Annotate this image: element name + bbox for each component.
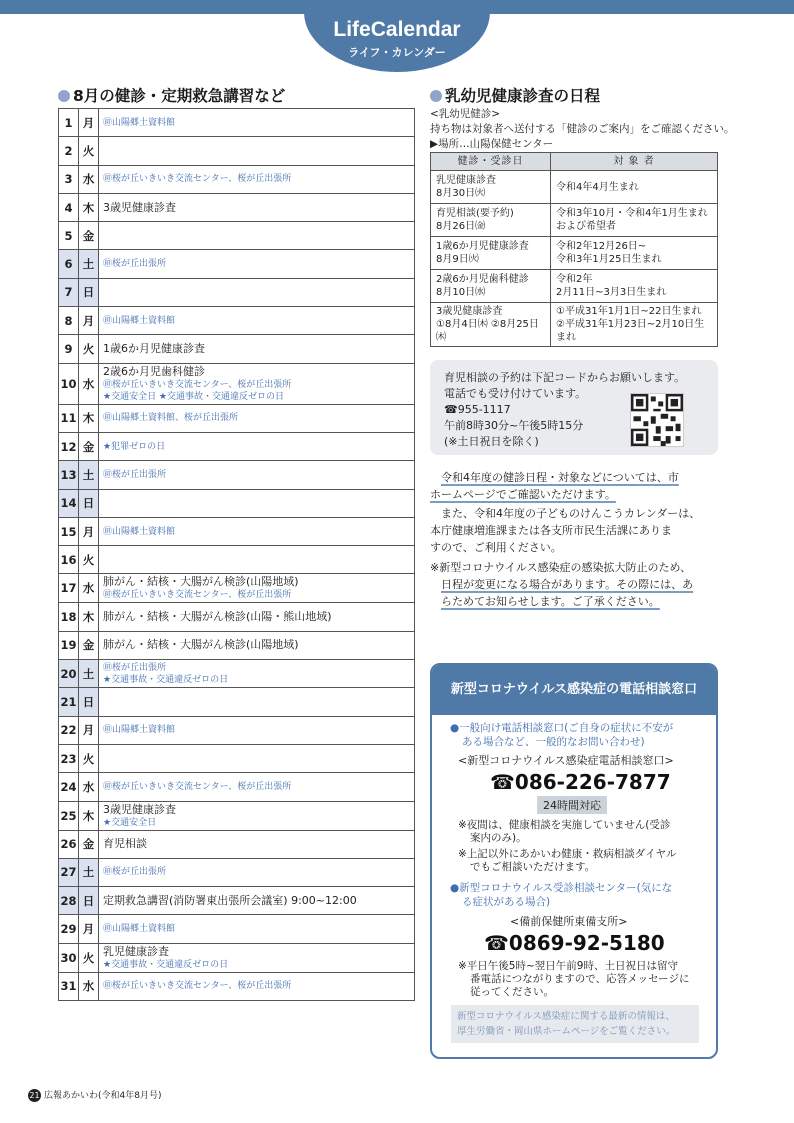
weekday: 木	[79, 801, 99, 830]
day-events	[99, 461, 415, 489]
calendar-row	[59, 716, 415, 744]
target-cell: 令和2年12月26日~ 令和3年1月25日生まれ	[551, 237, 718, 270]
day-events	[99, 830, 415, 858]
day-events	[99, 858, 415, 886]
facility-note: ㊞桜が丘出張所	[103, 867, 167, 878]
calendar-row	[59, 432, 415, 460]
calendar-row	[59, 109, 415, 137]
calendar-row	[59, 631, 415, 659]
consult-box	[430, 360, 718, 455]
event-text: 3歳児健康診査	[103, 200, 176, 214]
checkup-cell: 1歳6か月児健康診査 8月9日㈫	[431, 237, 551, 270]
day-number: 19	[59, 631, 79, 659]
general-consult-heading: ●一般向け電話相談窓口(ご自身の症状に不安が	[450, 722, 674, 734]
weekday: 月	[79, 307, 99, 335]
left-section-title: 8月の健診・定期救急講習など	[58, 84, 285, 106]
calendar-row	[59, 801, 415, 830]
consult-center-name: <新型コロナウイルス感染症電話相談窓口>	[458, 754, 674, 767]
facility-note: ㊞山陽郷土資料館	[103, 725, 176, 736]
event-text: 3歳児健康診査	[103, 802, 176, 816]
facility-note: ㊞桜が丘いきいき交流センター、桜が丘出張所	[103, 174, 292, 185]
calendar-row	[59, 660, 415, 688]
day-events	[99, 222, 415, 250]
day-events	[99, 489, 415, 517]
weekday: 日	[79, 887, 99, 915]
calendar-row	[59, 165, 415, 193]
facility-note: ㊞山陽郷土資料館	[103, 526, 176, 537]
day-events	[99, 137, 415, 165]
day-number: 17	[59, 574, 79, 603]
test-center-heading: ●新型コロナウイルス受診相談センター(気にな	[450, 882, 673, 894]
day-number: 6	[59, 250, 79, 278]
day-events	[99, 250, 415, 278]
day-number: 15	[59, 517, 79, 545]
day-events	[99, 744, 415, 772]
day-number: 24	[59, 773, 79, 801]
day-number: 22	[59, 716, 79, 744]
day-events	[99, 432, 415, 460]
day-number: 25	[59, 801, 79, 830]
day-number: 1	[59, 109, 79, 137]
info-note: 新型コロナウイルス感染症に関する最新の情報は、 厚生労働省・岡山県ホームページをご覧ください。	[451, 1005, 699, 1043]
calendar-row	[59, 574, 415, 603]
weekday: 金	[79, 830, 99, 858]
note-line: ※上記以外にあかいわ健康・救病相談ダイヤル	[458, 848, 677, 860]
event-text: 乳児健康診査	[103, 944, 169, 958]
table-row	[431, 171, 718, 204]
target-cell: 令和3年10月・令和4年1月生まれ および希望者	[551, 204, 718, 237]
facility-note: ㊞桜が丘出張所	[103, 259, 167, 270]
weekday: 木	[79, 603, 99, 631]
day-number: 16	[59, 546, 79, 574]
day-number: 14	[59, 489, 79, 517]
event-text: 2歳6か月児歯科健診	[103, 364, 205, 378]
day-number: 2	[59, 137, 79, 165]
event-text: 肺がん・結核・大腸がん検診(山陽地域)	[103, 575, 299, 589]
weekday: 木	[79, 404, 99, 432]
facility-note: ㊞山陽郷土資料館、桜が丘出張所	[103, 413, 239, 424]
checkup-cell: 3歳児健康診査 ①8月4日㈭ ②8月25日㈭	[431, 303, 551, 347]
facility-note: ㊞山陽郷土資料館	[103, 117, 176, 128]
note-line: 従ってください。	[470, 986, 554, 998]
weekday: 火	[79, 546, 99, 574]
calendar-row	[59, 688, 415, 716]
day-events	[99, 688, 415, 716]
calendar-row	[59, 250, 415, 278]
event-text: 育児相談	[103, 837, 147, 851]
consult-line: 電話でも受け付けています。	[444, 387, 587, 400]
header-subtitle: ライフ・カレンダー	[348, 46, 446, 59]
day-events	[99, 404, 415, 432]
calendar-row	[59, 489, 415, 517]
day-events	[99, 109, 415, 137]
corona-consult-box	[430, 663, 718, 1059]
weekday: 土	[79, 660, 99, 688]
facility-note: ㊞桜が丘いきいき交流センター、桜が丘出張所	[103, 981, 292, 992]
day-events	[99, 773, 415, 801]
calendar-row	[59, 830, 415, 858]
target-cell: 令和2年 2月11日~3月3日生まれ	[551, 270, 718, 303]
checkup-subtitle: <乳幼児健診>	[430, 108, 501, 120]
facility-note: ㊞山陽郷土資料館	[103, 315, 176, 326]
day-events	[99, 716, 415, 744]
day-number: 7	[59, 278, 79, 306]
day-number: 10	[59, 363, 79, 404]
event-text: 肺がん・結核・大腸がん検診(山陽・熊山地域)	[103, 610, 332, 624]
calendar-paragraph: また、令和4年度の子どものけんこうカレンダーは、 本庁健康増進課または各支所市民生活課にありま すので、ご利用ください。	[430, 507, 701, 554]
day-number: 26	[59, 830, 79, 858]
weekday: 火	[79, 137, 99, 165]
corona-box-title: 新型コロナウイルス感染症の電話相談窓口	[432, 665, 716, 715]
weekday: 水	[79, 363, 99, 404]
weekday: 水	[79, 165, 99, 193]
weekday: 金	[79, 432, 99, 460]
facility-note: ★交通安全日	[103, 817, 157, 828]
day-events	[99, 335, 415, 363]
health-office-name: <備前保健所東備支所>	[510, 915, 628, 928]
day-events	[99, 517, 415, 545]
day-events	[99, 574, 415, 603]
day-events	[99, 801, 415, 830]
day-events	[99, 887, 415, 915]
calendar-row	[59, 744, 415, 772]
calendar-row	[59, 887, 415, 915]
day-number: 29	[59, 915, 79, 943]
weekday: 土	[79, 461, 99, 489]
weekday: 火	[79, 744, 99, 772]
schedule-paragraph: 令和4年度の健診日程・対象などについては、市 ホームページでご確認いただけます。	[430, 471, 679, 501]
facility-note: ★交通安全日 ★交通事故・交通違反ゼロの日	[103, 391, 284, 402]
day-events	[99, 943, 415, 972]
facility-note: ㊞桜が丘いきいき交流センター、桜が丘出張所	[103, 781, 292, 792]
weekday: 土	[79, 250, 99, 278]
table-header-row	[431, 153, 718, 171]
table-row	[431, 270, 718, 303]
calendar-row	[59, 278, 415, 306]
event-text: 定期救急講習(消防署東出張所会議室) 9:00~12:00	[103, 893, 357, 907]
weekday: 火	[79, 943, 99, 972]
note-line: ※夜間は、健康相談を実施していません(受診	[458, 819, 671, 831]
facility-note: ㊞桜が丘いきいき交流センター、桜が丘出張所	[103, 590, 292, 601]
calendar-row	[59, 222, 415, 250]
calendar-row	[59, 858, 415, 886]
calendar-row	[59, 137, 415, 165]
facility-note: ㊞桜が丘いきいき交流センター、桜が丘出張所	[103, 379, 292, 390]
day-events	[99, 915, 415, 943]
weekday: 水	[79, 574, 99, 603]
right-section-title: 乳幼児健康診査の日程	[430, 84, 600, 106]
footer-text: 広報あかいわ(令和4年8月号)	[44, 1091, 162, 1101]
weekday: 日	[79, 278, 99, 306]
day-number: 23	[59, 744, 79, 772]
weekday: 日	[79, 489, 99, 517]
calendar-table	[58, 108, 415, 1001]
place-note: ▶場所…山陽保健センター	[430, 138, 554, 150]
calendar-row	[59, 335, 415, 363]
calendar-row	[59, 972, 415, 1000]
day-events	[99, 165, 415, 193]
note-line: 案内のみ)。	[470, 832, 527, 844]
day-number: 28	[59, 887, 79, 915]
day-number: 21	[59, 688, 79, 716]
day-number: 11	[59, 404, 79, 432]
consult-phone: ☎955-1117	[444, 403, 511, 416]
day-events	[99, 603, 415, 631]
weekday: 月	[79, 109, 99, 137]
day-number: 8	[59, 307, 79, 335]
weekday: 金	[79, 631, 99, 659]
facility-note: ★犯罪ゼロの日	[103, 441, 166, 452]
weekday: 火	[79, 335, 99, 363]
day-events	[99, 972, 415, 1000]
calendar-row	[59, 193, 415, 221]
phone-number[interactable]: ☎086-226-7877	[490, 770, 671, 794]
column-header: 対 象 者	[551, 153, 718, 171]
calendar-row	[59, 773, 415, 801]
day-number: 30	[59, 943, 79, 972]
calendar-row	[59, 461, 415, 489]
weekday: 月	[79, 915, 99, 943]
weekday: 水	[79, 773, 99, 801]
test-center-heading: る症状がある場合)	[462, 896, 551, 908]
qr-code-icon[interactable]	[630, 393, 684, 447]
checkup-cell: 乳児健康診査 8月30日㈫	[431, 171, 551, 204]
consult-hours: 午前8時30分~午後5時15分	[444, 419, 584, 432]
target-cell: 令和4年4月生まれ	[551, 171, 718, 204]
day-events	[99, 631, 415, 659]
calendar-row	[59, 404, 415, 432]
calendar-row	[59, 603, 415, 631]
facility-note: ㊞桜が丘出張所	[103, 469, 167, 480]
weekday: 日	[79, 688, 99, 716]
footer	[28, 1088, 161, 1102]
day-events	[99, 660, 415, 688]
day-events	[99, 546, 415, 574]
facility-note: ★交通事故・交通違反ゼロの日	[103, 959, 229, 970]
header-title: LifeCalendar	[333, 18, 461, 41]
calendar-row	[59, 943, 415, 972]
day-events	[99, 193, 415, 221]
phone-number[interactable]: ☎0869-92-5180	[484, 931, 665, 955]
weekday: 水	[79, 972, 99, 1000]
note-line: 番電話につながりますので、応答メッセージに	[470, 973, 690, 985]
calendar-row	[59, 307, 415, 335]
calendar-row	[59, 363, 415, 404]
facility-note: ㊞山陽郷土資料館	[103, 924, 176, 935]
day-number: 5	[59, 222, 79, 250]
day-events	[99, 307, 415, 335]
24h-badge: 24時間対応	[537, 796, 607, 814]
note-line: でもご相談いただけます。	[470, 861, 596, 873]
event-text: 肺がん・結核・大腸がん検診(山陽地域)	[103, 638, 299, 652]
day-events	[99, 363, 415, 404]
consult-note: (※土日祝日を除く)	[444, 435, 539, 448]
day-number: 31	[59, 972, 79, 1000]
calendar-row	[59, 546, 415, 574]
target-cell: ①平成31年1月1日~22日生まれ ②平成31年1月23日~2月10日生まれ	[551, 303, 718, 347]
page-number: 21	[29, 1091, 40, 1100]
weekday: 土	[79, 858, 99, 886]
table-row	[431, 204, 718, 237]
day-events	[99, 278, 415, 306]
facility-note: ★交通事故・交通違反ゼロの日	[103, 674, 229, 685]
day-number: 27	[59, 858, 79, 886]
checkup-schedule-table	[430, 152, 718, 347]
checkup-cell: 育児相談(要予約) 8月26日㈮	[431, 204, 551, 237]
bring-note: 持ち物は対象者へ送付する「健診のご案内」をご確認ください。	[430, 123, 735, 135]
day-number: 3	[59, 165, 79, 193]
day-number: 9	[59, 335, 79, 363]
weekday: 木	[79, 193, 99, 221]
calendar-row	[59, 915, 415, 943]
table-row	[431, 303, 718, 347]
day-number: 18	[59, 603, 79, 631]
weekday: 金	[79, 222, 99, 250]
bullet-icon	[58, 90, 70, 102]
consult-line: 育児相談の予約は下記コードからお願いします。	[444, 371, 686, 384]
day-number: 4	[59, 193, 79, 221]
bullet-icon	[430, 90, 442, 102]
day-number: 12	[59, 432, 79, 460]
calendar-row	[59, 517, 415, 545]
day-number: 13	[59, 461, 79, 489]
table-row	[431, 237, 718, 270]
weekday: 月	[79, 517, 99, 545]
covid-notice: ※新型コロナウイルス感染症の感染拡大防止のため、 日程が変更になる場合があります。その際には、あ らためてお知らせします。ご了承ください。	[430, 561, 694, 608]
checkup-cell: 2歳6か月児歯科健診 8月10日㈬	[431, 270, 551, 303]
column-header: 健診・受診日	[431, 153, 551, 171]
weekday: 月	[79, 716, 99, 744]
facility-note: ㊞桜が丘出張所	[103, 662, 167, 673]
day-number: 20	[59, 660, 79, 688]
general-consult-heading: ある場合など、一般的なお問い合わせ)	[462, 736, 645, 748]
event-text: 1歳6か月児健康診査	[103, 342, 205, 356]
note-line: ※平日午後5時~翌日午前9時、土日祝日は留守	[458, 960, 678, 972]
